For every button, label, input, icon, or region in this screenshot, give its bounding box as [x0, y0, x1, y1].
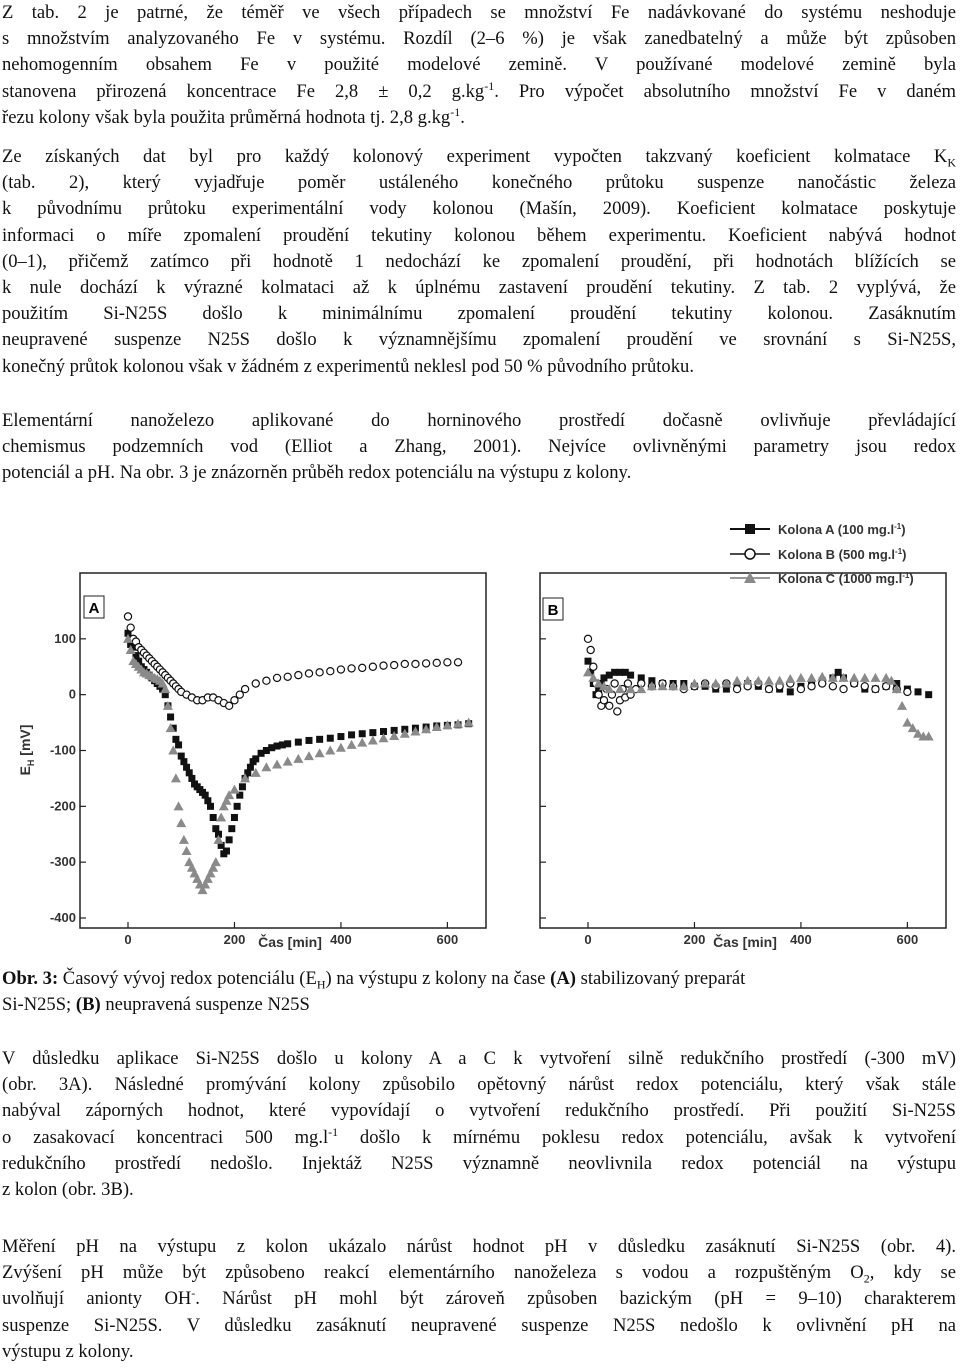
text-line: nehomogenním obsahem Fe v použité modelové zemině. V používané modelové zemině byla [2, 54, 956, 76]
text-line [2, 1125, 956, 1151]
legend [730, 522, 914, 586]
data-point-square [226, 836, 233, 843]
data-point-triangle [807, 673, 817, 682]
text-span: Si-N25S; [2, 994, 76, 1016]
text-line: neupravené suspenze N25S došlo k významnějšímu zpomalení proudění ve srovnání s Si-N25S, [2, 329, 956, 351]
data-point-triangle [171, 773, 181, 782]
data-point-circle [808, 683, 815, 690]
data-point-square [295, 739, 302, 746]
data-point-circle [444, 659, 451, 666]
data-point-circle [337, 666, 344, 673]
data-point-square [359, 730, 366, 737]
subscript: K [947, 155, 956, 170]
data-point-circle [391, 661, 398, 668]
text-line: s množstvím analyzovaného Fe v systému. Rozdíl (2–6 %) je však zanedbatelný a může být způsoben [2, 28, 956, 50]
x-axis-label-b: Čas [min] [713, 934, 777, 950]
y-axis-label-main: E [17, 766, 33, 776]
data-point-triangle [179, 835, 189, 844]
panel-b-series [583, 635, 934, 740]
redox-chart-figure [0, 510, 960, 950]
legend-entry-b-sup: -1 [895, 547, 903, 556]
text-span: Zvýšení pH může být způsobeno reakcí elementárního nanoželeza s vodou a rozpuštěným O [2, 1262, 864, 1284]
text-line: suspenze Si-N25S. V důsledku zasáknutí neupravené suspenze N25S nedošlo k ovlivnění pH na [2, 1314, 956, 1336]
data-point-triangle [325, 746, 335, 755]
text-line: Elementární nanoželezo aplikované do horninového prostředí dočasně ovlivňuje převládající [2, 410, 956, 431]
data-point-triangle [336, 743, 346, 752]
text-line: Měření pH na výstupu z kolon ukázalo nárůst hodnot pH v důsledku zasáknutí Si-N25S (obr. 4). [2, 1236, 956, 1257]
data-point-triangle [357, 738, 367, 747]
text-line [2, 1260, 956, 1286]
legend-entry-a-sup: -1 [894, 522, 902, 531]
data-point-triangle [902, 718, 912, 727]
data-point-triangle [229, 785, 239, 794]
data-point-circle [305, 670, 312, 677]
paragraph-5 [2, 1234, 956, 1365]
data-point-circle [904, 688, 911, 695]
data-point-triangle [711, 679, 721, 688]
text-line: použitím Si-N25S došlo k minimálnímu zpomalení proudění tekutiny kolonou. Zasáknutím [2, 303, 956, 325]
data-point-circle [273, 674, 280, 681]
data-point-triangle [304, 751, 314, 760]
data-point-circle [872, 685, 879, 692]
legend-entry-c-end: ) [909, 571, 914, 586]
superscript: -1 [328, 1124, 339, 1139]
data-point-circle [412, 660, 419, 667]
text-line: potenciál a pH. Na obr. 3 je znázorněn průběh redox potenciálu na výstupu z kolony. [2, 462, 632, 484]
legend-entry-a [778, 522, 906, 537]
text-span: řezu kolony však byla použita průměrná hodnota tj. 2,8 g.kg [2, 106, 451, 128]
data-point-triangle [753, 676, 763, 685]
text-line [2, 105, 956, 131]
data-point-square [915, 688, 922, 695]
data-point-square [585, 658, 592, 665]
y-axis-label-unit: [mV] [17, 724, 33, 760]
data-point-triangle [785, 674, 795, 683]
data-point-triangle [315, 748, 325, 757]
data-point-circle [348, 665, 355, 672]
data-point-triangle [732, 676, 742, 685]
data-point-circle [733, 685, 740, 692]
data-point-square [207, 803, 214, 810]
panel-a-series [123, 613, 474, 894]
data-point-triangle [176, 818, 186, 827]
text-line: (tab. 2), který vyjadřuje poměr ustáleného konečného průtoku suspenze nanočástic železa [2, 172, 956, 194]
data-point-circle [127, 624, 134, 631]
data-point-circle [284, 673, 291, 680]
text-line: výstupu z kolony. [2, 1340, 134, 1362]
data-point-circle [840, 685, 847, 692]
data-point-square [327, 735, 334, 742]
data-point-circle [606, 702, 613, 709]
text-line: konečný průtok kolonou však v žádném z experimentů neklesl pod 50 % původního průtoku. [2, 355, 694, 377]
data-point-square [175, 741, 182, 748]
data-point-square [210, 814, 217, 821]
data-point-square [167, 714, 174, 721]
text-line: nabýval záporných hodnot, které vypovídají o vytvoření redukčního prostředí. Při použití Si-N25S [2, 1100, 956, 1122]
data-point-circle [263, 677, 270, 684]
text-span: , kdy se [869, 1262, 957, 1284]
legend-entry-a-end: ) [901, 522, 906, 537]
x-tick-label-a: 200 [223, 932, 246, 947]
x-tick-label-b: 200 [683, 932, 706, 947]
text-line [2, 144, 956, 170]
data-point-circle [295, 672, 302, 679]
paragraph-1 [2, 0, 956, 131]
x-tick-label-b: 0 [584, 932, 592, 947]
subscript: 2 [863, 1271, 870, 1286]
subscript: H [316, 977, 326, 992]
caption-label: Obr. 3: [2, 968, 59, 989]
data-point-square [337, 733, 344, 740]
figure-3 [0, 510, 960, 950]
data-point-triangle [860, 673, 870, 682]
data-point-square [316, 736, 323, 743]
text-span: uvolňují anionty OH [2, 1288, 192, 1310]
paragraph-2 [2, 144, 956, 380]
data-point-triangle [347, 740, 357, 749]
data-point-circle [369, 663, 376, 670]
text-span: . [460, 106, 465, 128]
data-point-triangle [211, 857, 221, 866]
text-line [2, 79, 956, 105]
text-span: došlo k mírnému poklesu redox potenciálu, avšak k vytvoření [338, 1126, 956, 1148]
data-point-triangle [796, 673, 806, 682]
text-span: stanovena přirozená koncentrace Fe 2,8 ± 0,2 g.kg [2, 80, 485, 102]
caption-line [2, 992, 956, 1018]
caption-line [2, 966, 956, 992]
data-point-square [228, 825, 235, 832]
data-point-triangle [216, 813, 226, 822]
legend-entry-b [778, 547, 907, 562]
data-point-circle [829, 683, 836, 690]
legend-entry-c-sup: -1 [902, 571, 910, 580]
data-point-circle [587, 646, 594, 653]
caption-a: (A) [550, 968, 576, 989]
panel-b-frame [540, 573, 946, 928]
data-point-triangle [870, 673, 880, 682]
data-point-square [231, 814, 238, 821]
text-line: V důsledku aplikace Si-N25S došlo u kolony A a C k vytvoření silně redukčního prostředí (-300 mV) [2, 1048, 956, 1069]
legend-entry-c [778, 571, 914, 586]
data-point-circle [797, 685, 804, 692]
superscript: - [191, 1286, 196, 1301]
data-point-square [305, 737, 312, 744]
text-span: Ze získaných dat byl pro každý kolonový experiment vypočten takzvaný koeficient kolmatace K [2, 146, 948, 167]
text-line: k nule dochází k výrazné kolmataci až k úplnému zastavení proudění tekutiny. Z tab. 2 vyplývá, že [2, 277, 956, 299]
data-point-circle [380, 662, 387, 669]
x-tick-label-b: 400 [790, 932, 812, 947]
data-point-circle [611, 680, 618, 687]
text-line: (obr. 3A). Následné promývání kolony způsobilo opětovný nárůst redox potenciálu, který však stále [2, 1074, 956, 1096]
data-point-square [239, 783, 246, 790]
data-point-circle [359, 664, 366, 671]
data-point-square [223, 848, 230, 855]
text-line [2, 1286, 956, 1312]
text-line: (0–1), přičemž zatímco při hodnotě 1 nedochází ke zpomalení proudění, při hodnotách blížících se [2, 250, 956, 272]
legend-marker-circle [745, 549, 755, 559]
panel-a-label: A [88, 600, 100, 617]
x-tick-label-a: 600 [436, 932, 459, 947]
data-point-triangle [897, 701, 907, 710]
caption-b: (B) [75, 994, 101, 1016]
text-line: redukčního prostředí nedošlo. Injektáž N25S významně neovlivnila redox potenciál na výstupu [2, 1152, 956, 1174]
data-point-circle [242, 685, 249, 692]
data-point-triangle [293, 754, 303, 763]
paragraph-3 [2, 408, 956, 487]
text-span: . Nárůst pH mohl být zároveň způsoben bazickým (pH = 9–10) charakterem [195, 1288, 956, 1310]
panel-b-label: B [547, 602, 559, 619]
data-point-triangle [764, 676, 774, 685]
superscript: -1 [484, 78, 495, 93]
text-span: ) na výstupu z kolony na čase [325, 968, 551, 989]
y-tick-label: -200 [49, 798, 76, 814]
data-point-circle [124, 613, 131, 620]
data-point-triangle [775, 676, 785, 685]
data-point-triangle [261, 762, 271, 771]
x-axis-label-a: Čas [min] [258, 934, 322, 950]
superscript: -1 [450, 104, 461, 119]
y-tick-label: -100 [49, 742, 76, 758]
data-point-triangle [174, 801, 184, 810]
y-tick-label: -400 [49, 910, 76, 925]
text-line: chemismus podzemních vod (Elliot a Zhang, 2001). Nejvíce ovlivněnými parametry jsou redox [2, 436, 956, 458]
data-point-square [234, 803, 241, 810]
text-line: k původnímu průtoku experimentální vody kolonou (Mašín, 2009). Koeficient kolmatace poskytuje [2, 198, 956, 220]
text-span: neupravená suspenze N25S [100, 994, 310, 1016]
data-point-square [369, 729, 376, 736]
legend-entry-a-text: Kolona A (100 mg.l [778, 522, 895, 537]
data-point-square [925, 691, 932, 698]
data-point-circle [401, 660, 408, 667]
data-point-triangle [817, 672, 827, 681]
data-point-circle [316, 669, 323, 676]
legend-marker-square [745, 524, 755, 534]
data-point-circle [614, 708, 621, 715]
data-point-square [348, 731, 355, 738]
legend-entry-b-text: Kolona B (500 mg.l [778, 547, 896, 562]
legend-entry-c-text: Kolona C (1000 mg.l [778, 571, 903, 586]
data-point-triangle [283, 757, 293, 766]
panel-a-axes [50, 631, 458, 947]
data-point-circle [590, 663, 597, 670]
text-span: . Pro výpočet absolutního množství Fe v daném [494, 80, 956, 102]
x-tick-label-a: 0 [124, 932, 132, 947]
data-point-triangle [849, 673, 859, 682]
legend-entry-b-end: ) [902, 547, 907, 562]
data-point-triangle [368, 735, 378, 744]
y-tick-label: 0 [68, 686, 76, 702]
figure-caption [2, 966, 956, 1018]
data-point-circle [584, 635, 591, 642]
data-point-square [787, 688, 794, 695]
data-point-circle [861, 683, 868, 690]
text-line: Z tab. 2 je patrné, že téměř ve všech případech se množství Fe nadávkované do systému neshoduje [2, 2, 956, 23]
text-span: o zasakovací koncentraci 500 mg.l [2, 1126, 329, 1148]
panel-a-frame [80, 573, 486, 928]
x-tick-label-b: 600 [896, 932, 919, 947]
data-point-circle [422, 660, 429, 667]
data-point-triangle [272, 759, 282, 768]
text-line: informaci o míře zpomalení proudění tekutiny kolonou během experimentu. Koeficient nabývá hodnot [2, 224, 956, 246]
y-axis-label-sub: H [26, 759, 36, 767]
text-span: Časový vývoj redox potenciálu (E [58, 968, 317, 989]
y-tick-label: -300 [49, 854, 76, 870]
data-point-circle [433, 659, 440, 666]
y-axis-label [17, 725, 36, 776]
y-tick-label: 100 [54, 630, 76, 646]
data-point-circle [765, 685, 772, 692]
data-point-square [284, 740, 291, 747]
data-point-square [627, 672, 634, 679]
x-tick-label-a: 400 [330, 932, 352, 947]
data-point-circle [327, 668, 334, 675]
data-point-triangle [182, 846, 192, 855]
text-line: z kolon (obr. 3B). [2, 1179, 134, 1201]
text-span: stabilizovaný preparát [575, 968, 746, 989]
data-point-circle [454, 659, 461, 666]
paragraph-4 [2, 1046, 956, 1203]
data-point-circle [252, 680, 259, 687]
data-point-circle [819, 680, 826, 687]
